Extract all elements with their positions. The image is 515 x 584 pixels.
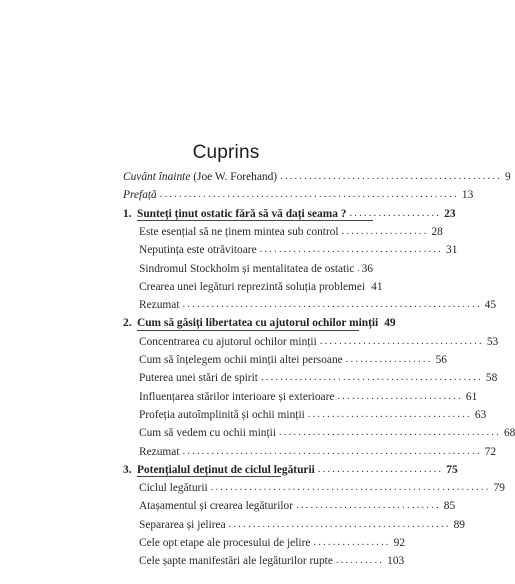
leader-dots: ................ bbox=[313, 537, 391, 548]
toc-entry-page: 31 bbox=[446, 244, 458, 257]
toc-entry-label: Profeția autoîmplinită și ochii minții bbox=[139, 408, 305, 421]
toc-entry-label: Cum să înțelegem ochii minții altei persoane bbox=[139, 354, 343, 366]
toc-section[interactable] bbox=[139, 534, 406, 550]
toc-section[interactable] bbox=[139, 223, 443, 239]
toc-entry-foreword[interactable] bbox=[123, 168, 511, 184]
toc-section[interactable] bbox=[139, 497, 456, 513]
leader-dots: ................... bbox=[349, 207, 442, 219]
toc-section[interactable] bbox=[139, 516, 465, 532]
toc-entry-label: Crearea unei legături reprezintă soluția problemei bbox=[139, 280, 366, 293]
toc-entry-label: Cele opt etape ale procesului de jelire bbox=[139, 537, 311, 549]
leader-dots: .................................. bbox=[307, 408, 472, 420]
toc-entry-label: Separarea și jelirea bbox=[139, 518, 226, 531]
toc-chapter-1[interactable] bbox=[123, 205, 456, 221]
toc-section[interactable] bbox=[139, 260, 373, 276]
toc-section[interactable] bbox=[139, 351, 447, 367]
toc-entry-page: 61 bbox=[465, 390, 478, 403]
toc-entry-label: Influențarea stărilor interioare și exterioare bbox=[139, 390, 335, 403]
leader-dots: ...................................... bbox=[259, 244, 444, 256]
toc-entry-author: (Joe W. Forehand) bbox=[190, 171, 278, 183]
leader-dots: .......................... bbox=[317, 463, 444, 475]
toc-entry-label: Atașamentul și crearea legăturilor bbox=[139, 500, 294, 513]
toc-entry-page: 13 bbox=[461, 189, 474, 202]
divider bbox=[137, 330, 359, 331]
toc-entry-label: Rezumat bbox=[139, 445, 180, 458]
leader-dots: .............................................. bbox=[280, 171, 503, 182]
toc-entry-label: Sindromul Stockholm și mentalitatea de ostatic bbox=[139, 262, 355, 275]
toc-entry-page: 58 bbox=[485, 372, 498, 385]
chapter-number: 2. bbox=[123, 317, 132, 330]
toc-section[interactable] bbox=[139, 333, 499, 349]
leader-dots: .............................................................. bbox=[182, 299, 482, 311]
toc-entry-page: 41 bbox=[371, 280, 383, 293]
leader-dots: .................................. bbox=[319, 335, 484, 347]
toc-section[interactable] bbox=[139, 443, 497, 459]
toc-entry-page: 9 bbox=[505, 171, 511, 183]
toc-entry-page: 92 bbox=[393, 537, 406, 549]
toc-section[interactable] bbox=[139, 278, 383, 294]
chapter-title: Sunteți ținut ostatic fără să vă dați seama ? bbox=[137, 207, 347, 220]
toc-entry-page: 49 bbox=[384, 317, 396, 330]
page-title: Cuprins bbox=[192, 142, 260, 163]
leader-dots: .................. bbox=[341, 225, 429, 237]
toc-section[interactable] bbox=[139, 296, 497, 312]
toc-entry-page: 23 bbox=[444, 207, 456, 220]
toc-entry-page: 89 bbox=[453, 518, 465, 531]
leader-dots: .............................................................. bbox=[182, 445, 482, 457]
toc-entry-page: 85 bbox=[443, 500, 456, 513]
leader-dots: .............................................. bbox=[278, 427, 501, 439]
toc-entry-page: 72 bbox=[484, 445, 497, 458]
toc-entry-label: Ciclul legăturii bbox=[139, 482, 208, 495]
toc-entry-page: 63 bbox=[474, 408, 487, 421]
chapter-title: Potențialul deținut de ciclul legăturii bbox=[137, 463, 315, 476]
chapter-title: Cum să găsiți libertatea cu ajutorul ochilor minții bbox=[137, 317, 379, 330]
toc-section[interactable] bbox=[139, 369, 498, 385]
toc-chapter-3[interactable] bbox=[123, 461, 458, 477]
chapter-number: 1. bbox=[123, 207, 132, 220]
divider bbox=[137, 220, 373, 221]
toc-section[interactable] bbox=[139, 552, 405, 568]
leader-dots: .............................................. bbox=[260, 372, 483, 384]
leader-dots: .................. bbox=[345, 354, 433, 365]
leader-dots: .............................................. bbox=[228, 518, 451, 530]
toc-entry-label: Cum să vedem cu ochii minții bbox=[139, 427, 276, 440]
toc-section[interactable] bbox=[139, 479, 505, 495]
toc-entry-label: Neputința este otrăvitoare bbox=[139, 244, 257, 257]
toc-entry-page: 53 bbox=[486, 335, 499, 348]
leader-dots: .......................... bbox=[337, 390, 463, 402]
toc-entry-label: Prefață bbox=[123, 189, 157, 202]
divider bbox=[137, 476, 281, 477]
toc-entry-page: 28 bbox=[431, 225, 443, 238]
toc-section[interactable] bbox=[139, 424, 515, 440]
toc-section[interactable] bbox=[139, 406, 487, 422]
toc-entry-label: Rezumat bbox=[139, 299, 180, 312]
chapter-number: 3. bbox=[123, 463, 132, 476]
toc-entry-page: 36 bbox=[361, 262, 373, 275]
toc-entry-label: Cuvânt înainte bbox=[123, 171, 191, 183]
toc-entry-page: 103 bbox=[387, 555, 405, 568]
leader-dots: .............................................................. bbox=[159, 189, 459, 201]
toc-chapter-2[interactable] bbox=[123, 314, 396, 330]
leader-dots: .............................. bbox=[296, 500, 441, 512]
toc-entry-label: Este esențial să ne ținem mintea sub control bbox=[139, 225, 339, 238]
toc-section[interactable] bbox=[139, 388, 478, 404]
toc-entry-label: Puterea unei stări de spirit bbox=[139, 372, 258, 385]
toc-entry-page: 68 bbox=[503, 427, 515, 440]
toc-entry-page: 79 bbox=[493, 482, 505, 495]
toc-entry-page: 45 bbox=[484, 299, 497, 312]
toc-entry-label: Concentrarea cu ajutorul ochilor minții bbox=[139, 335, 317, 348]
toc-entry-label: Cele șapte manifestări ale legăturilor rupte bbox=[139, 555, 333, 568]
toc-section[interactable] bbox=[139, 241, 458, 257]
toc-entry-page: 56 bbox=[435, 354, 447, 366]
toc-entry-page: 75 bbox=[446, 463, 458, 476]
leader-dots: .......... bbox=[335, 555, 385, 567]
leader-dots: .......................................................... bbox=[210, 482, 491, 494]
toc-entry-preface[interactable] bbox=[123, 186, 474, 202]
